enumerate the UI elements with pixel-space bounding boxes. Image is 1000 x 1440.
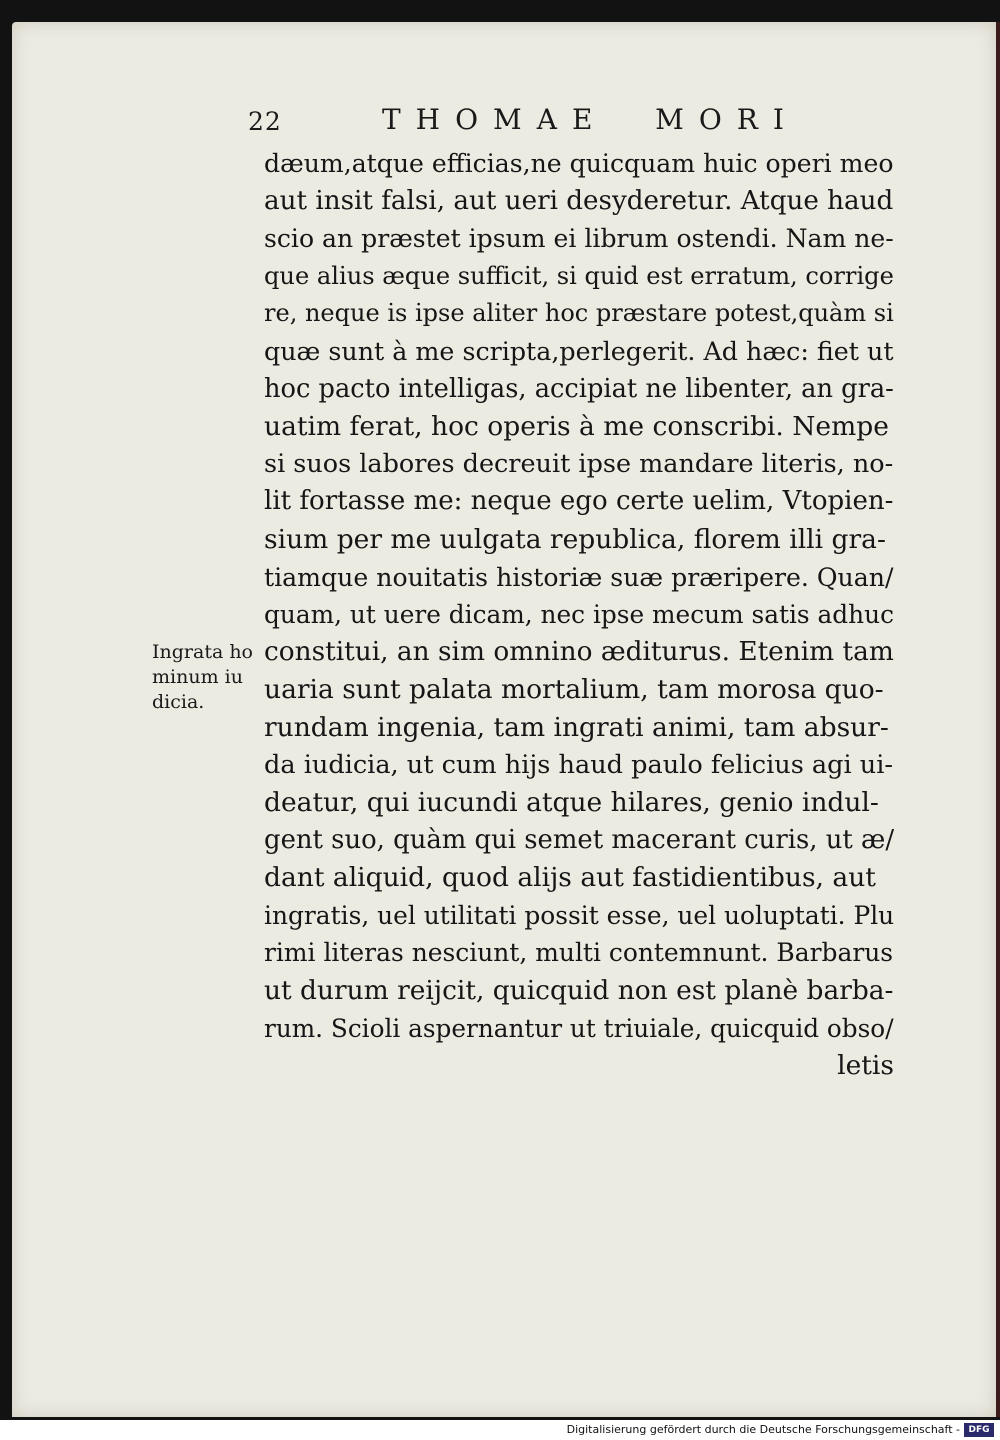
text-line: rimi literas nesciunt, multi contemnunt. Barbarus [264, 938, 894, 968]
digitization-footer [0, 1420, 1000, 1440]
marginal-note-line: minum iu [152, 666, 243, 688]
text-line: hoc pacto intelligas, accipiat ne libenter, an gra- [264, 373, 894, 404]
text-line: gent suo, quàm qui semet macerant curis, ut æ/ [264, 824, 894, 855]
catchword: letis [837, 1050, 894, 1082]
text-line: ingratis, uel utilitati possit esse, uel uoluptati. Plu [264, 900, 894, 930]
text-line: da iudicia, ut cum hijs haud paulo felicius agi ui- [264, 749, 894, 780]
text-line: si suos labores decreuit ipse mandare literis, no- [264, 448, 894, 479]
text-line: uaria sunt palata mortalium, tam morosa quo- [264, 674, 884, 706]
text-line: rum. Scioli aspernantur ut triuiale, quicquid obso/ [264, 1013, 894, 1043]
text-line: uatim ferat, hoc operis à me conscribi. Nempe [264, 411, 889, 443]
text-line: quæ sunt à me scripta,perlegerit. Ad hæc: fiet ut [264, 335, 894, 366]
page-number: 22 [248, 107, 282, 136]
text-line: re, neque is ipse aliter hoc præstare potest,quàm si [264, 299, 894, 328]
text-line: rundam ingenia, tam ingrati animi, tam absur- [264, 711, 889, 743]
text-line: que alius æque sufficit, si quid est erratum, corrige [264, 261, 894, 290]
footer-credit: Digitalisierung gefördert durch die Deutsche Forschungsgemeinschaft - [566, 1423, 960, 1436]
book-fore-edge [996, 22, 1000, 1417]
text-line: quam, ut uere dicam, nec ipse mecum satis adhuc [264, 600, 894, 630]
marginal-note [152, 640, 270, 715]
text-line: scio an præstet ipsum ei librum ostendi. Nam ne- [264, 224, 894, 254]
body-text [264, 145, 894, 1085]
text-line: lit fortasse me: neque ego certe uelim, Vtopien- [264, 486, 894, 517]
marginal-note-line: Ingrata ho [152, 641, 253, 663]
dfg-logo: DFG [964, 1423, 994, 1437]
marginal-note-line: dicia. [152, 691, 205, 713]
text-line: constitui, an sim omnino æditurus. Etenim tam [264, 636, 894, 667]
text-line: sium per me uulgata republica, florem illi gra- [264, 523, 886, 555]
text-line: deatur, qui iucundi atque hilares, genio indul- [264, 787, 879, 819]
running-head [248, 103, 808, 143]
text-line: dant aliquid, quod alijs aut fastidientibus, aut [264, 862, 876, 894]
text-line: dæum,atque efficias,ne quicquam huic operi meo [264, 149, 894, 178]
text-line: aut insit falsi, aut ueri desyderetur. Atque haud [264, 185, 894, 216]
running-title: THOMAE MORI [382, 103, 799, 136]
text-line: ut durum reijcit, quicquid non est planè barba- [264, 975, 894, 1007]
text-line: tiamque nouitatis historiæ suæ præripere. Quan/ [264, 562, 894, 592]
